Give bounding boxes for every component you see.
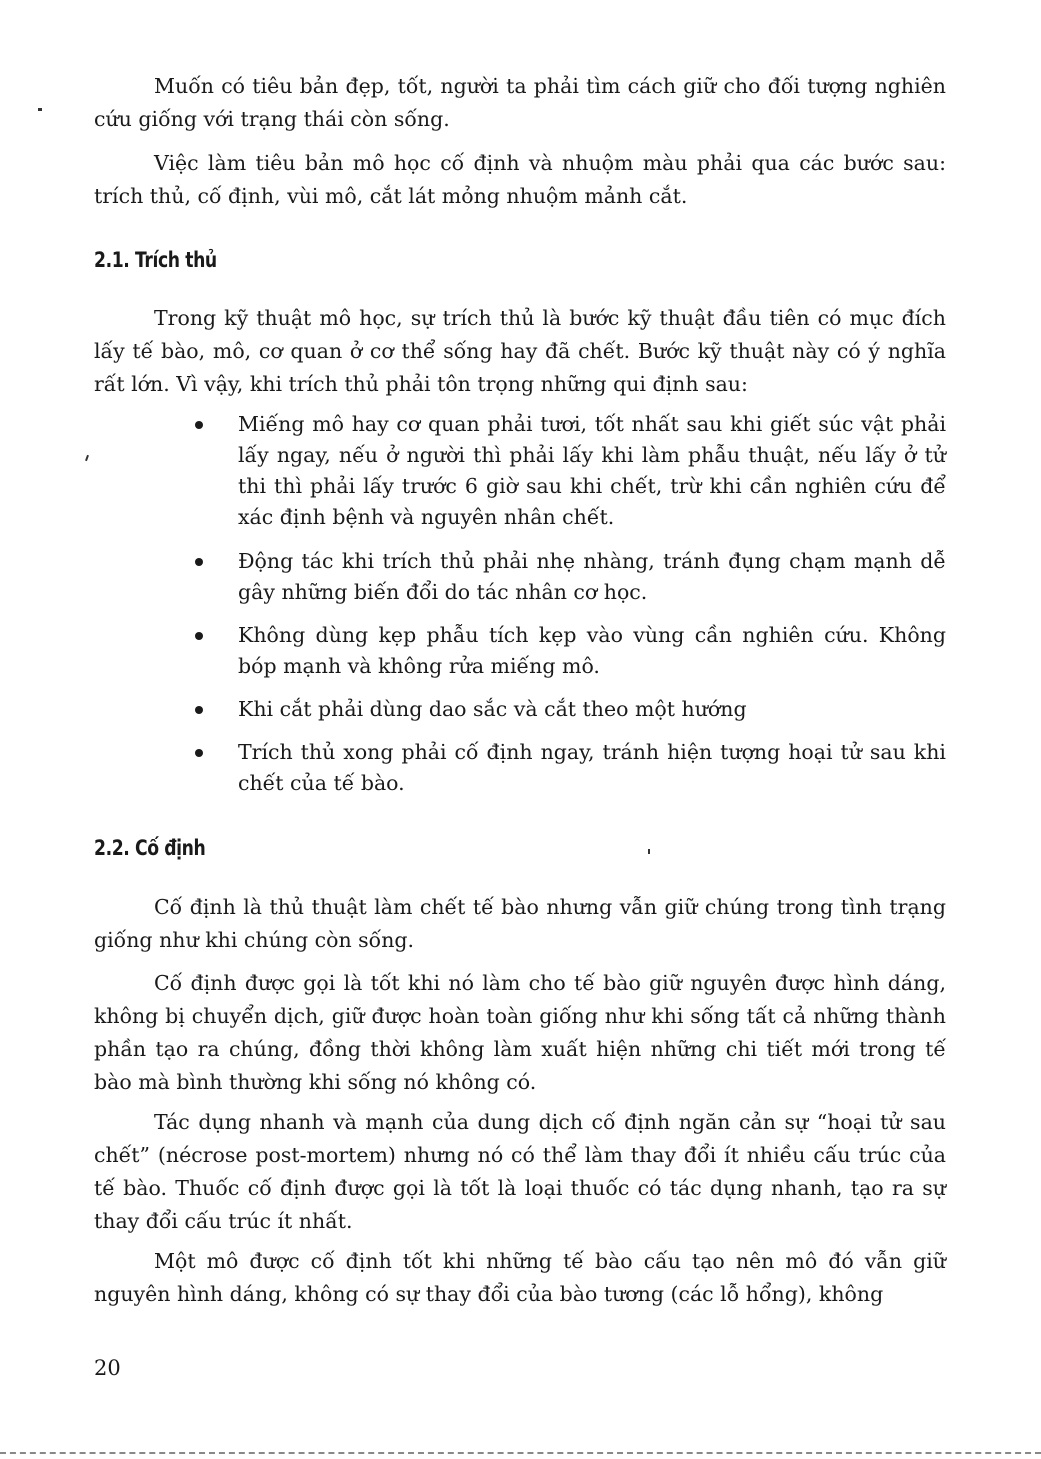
list-item xyxy=(238,694,946,725)
list-item-text: Động tác khi trích thủ phải nhẹ nhàng, tránh đụng chạm mạnh dễ gây những biến đổi do tác nhân cơ học. xyxy=(238,549,946,604)
bullet-icon xyxy=(195,706,203,714)
scan-speck xyxy=(38,108,42,111)
list-item xyxy=(238,737,946,799)
section-heading-trich-thu: 2.1. Trích thủ xyxy=(94,248,217,272)
section-2-paragraph-1: Cố định là thủ thuật làm chết tế bào nhưng vẫn giữ chúng trong tình trạng giống như khi chúng còn sống. xyxy=(94,895,946,952)
list-item xyxy=(238,620,946,682)
list-item-text: Khi cắt phải dùng dao sắc và cắt theo một hướng xyxy=(238,697,747,721)
section-2-paragraph-2: Cố định được gọi là tốt khi nó làm cho tế bào giữ nguyên được hình dáng, không bị chuyển dịch, giữ được hoàn toàn giống như khi sống tất cả những thành phần tạo ra chúng, đồng thời không làm xuất hiện những chi tiết mới trong tế bào mà bình thường khi sống nó không có. xyxy=(94,971,946,1094)
list-item xyxy=(238,409,946,533)
bullet-icon xyxy=(195,421,203,429)
bullet-icon xyxy=(195,749,203,757)
list-item-text: Trích thủ xong phải cố định ngay, tránh hiện tượng hoại tử sau khi chết của tế bào. xyxy=(238,740,946,795)
list-item xyxy=(238,546,946,608)
list-item-text: Miếng mô hay cơ quan phải tươi, tốt nhất sau khi giết súc vật phải lấy ngay, nếu ở người thì phải lấy khi làm phẫu thuật, nếu lấy ở tử thi thì phải lấy trước 6 giờ sau khi chết, trừ khi cần nghiên cứu để xác định bệnh và nguyên nhân chết. xyxy=(238,412,946,529)
section-1-intro-paragraph: Trong kỹ thuật mô học, sự trích thủ là bước kỹ thuật đầu tiên có mục đích lấy tế bào, mô, cơ quan ở cơ thể sống hay đã chết. Bước kỹ thuật này có ý nghĩa rất lớn. Vì vậy, khi trích thủ phải tôn trọng những qui định sau: xyxy=(94,306,946,396)
scan-speck xyxy=(85,455,89,461)
section-2-paragraph-3: Tác dụng nhanh và mạnh của dung dịch cố định ngăn cản sự “hoại tử sau chết” (nécrose post-mortem) nhưng nó có thể làm thay đổi ít nhiều cấu trúc của tế bào. Thuốc cố định được gọi là tốt là loại thuốc có tác dụng nhanh, tạo ra sự thay đổi cấu trúc ít nhất. xyxy=(94,1110,946,1233)
scan-speck xyxy=(648,849,650,854)
bullet-icon xyxy=(195,558,203,566)
list-item-text: Không dùng kẹp phẫu tích kẹp vào vùng cần nghiên cứu. Không bóp mạnh và không rửa miếng mô. xyxy=(238,623,946,678)
section-heading-co-dinh: 2.2. Cố định xyxy=(94,836,206,860)
page-number: 20 xyxy=(94,1356,121,1380)
section-2-paragraph-4: Một mô được cố định tốt khi những tế bào cấu tạo nên mô đó vẫn giữ nguyên hình dáng, không có sự thay đổi của bào tương (các lỗ hổng), không xyxy=(94,1249,946,1306)
bullet-icon xyxy=(195,632,203,640)
intro-paragraph-1: Muốn có tiêu bản đẹp, tốt, người ta phải tìm cách giữ cho đối tượng nghiên cứu giống với trạng thái còn sống. xyxy=(94,74,946,131)
scan-edge-line xyxy=(0,1452,1041,1454)
intro-paragraph-2: Việc làm tiêu bản mô học cố định và nhuộm màu phải qua các bước sau: trích thủ, cố định, vùi mô, cắt lát mỏng nhuộm mảnh cắt. xyxy=(94,151,946,208)
